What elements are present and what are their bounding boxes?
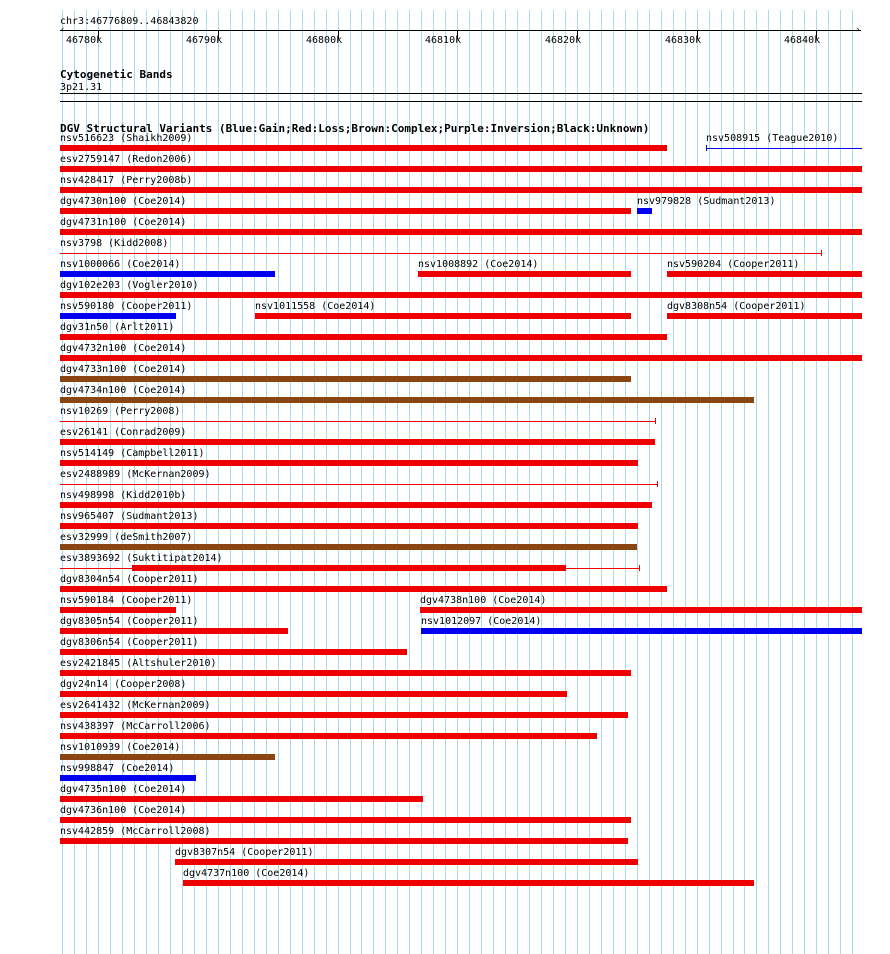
ruler-left-arrow-icon: ‹ [60,25,66,35]
feature-bar[interactable] [60,271,275,277]
feature-bar[interactable] [421,628,862,634]
feature-bar[interactable] [60,187,862,193]
feature-bar[interactable] [60,670,631,676]
feature-label[interactable]: nsv590204 (Cooper2011) [667,259,800,270]
ruler-axis [60,30,861,31]
feature-label[interactable]: esv2759147 (Redon2006) [60,154,193,165]
feature-label[interactable]: nsv1000066 (Coe2014) [60,259,181,270]
feature-label[interactable]: nsv508915 (Teague2010) [706,133,839,144]
feature-label[interactable]: nsv979828 (Sudmant2013) [637,196,776,207]
feature-bar[interactable] [60,166,862,172]
feature-bar[interactable] [60,754,275,760]
feature-label[interactable]: esv32999 (deSmith2007) [60,532,193,543]
cytoband-line-bottom [60,101,862,102]
feature-label[interactable]: nsv10269 (Perry2008) [60,406,181,417]
feature-bar[interactable] [175,859,638,865]
feature-label[interactable]: nsv516623 (Shaikh2009) [60,133,193,144]
feature-bar[interactable] [60,208,631,214]
feature-label[interactable]: dgv102e203 (Vogler2010) [60,280,199,291]
feature-bar[interactable] [60,817,631,823]
feature-label[interactable]: nsv3798 (Kidd2008) [60,238,169,249]
feature-line[interactable] [706,148,862,149]
feature-label[interactable]: dgv4732n100 (Coe2014) [60,343,187,354]
feature-bar[interactable] [60,229,862,235]
feature-label[interactable]: nsv1012097 (Coe2014) [421,616,542,627]
feature-label[interactable]: dgv4736n100 (Coe2014) [60,805,187,816]
feature-bar[interactable] [60,502,652,508]
feature-label[interactable]: nsv442859 (McCarroll2008) [60,826,211,837]
feature-label[interactable]: nsv438397 (McCarroll2006) [60,721,211,732]
feature-label[interactable]: dgv4738n100 (Coe2014) [420,595,547,606]
feature-label[interactable]: dgv4730n100 (Coe2014) [60,196,187,207]
feature-bar[interactable] [183,880,754,886]
feature-bar[interactable] [60,838,628,844]
feature-label[interactable]: dgv8308n54 (Cooper2011) [667,301,806,312]
feature-bar[interactable] [60,628,288,634]
feature-line[interactable] [60,484,658,485]
feature-label[interactable]: esv2641432 (McKernan2009) [60,700,211,711]
feature-label[interactable]: dgv24n14 (Cooper2008) [60,679,187,690]
feature-bar[interactable] [60,145,667,151]
feature-label[interactable]: nsv428417 (Perry2008b) [60,175,193,186]
ruler-tick-label: 46830k [665,35,702,46]
feature-bar[interactable] [60,649,407,655]
feature-label[interactable]: nsv590180 (Cooper2011) [60,301,193,312]
feature-label[interactable]: nsv1008892 (Coe2014) [418,259,539,270]
feature-line[interactable] [60,253,822,254]
feature-endcap [657,481,658,487]
feature-bar[interactable] [60,775,196,781]
feature-bar[interactable] [60,334,667,340]
feature-label[interactable]: nsv965407 (Sudmant2013) [60,511,199,522]
feature-label[interactable]: nsv1011558 (Coe2014) [255,301,376,312]
feature-bar[interactable] [60,523,638,529]
feature-bar[interactable] [132,565,566,571]
feature-bar[interactable] [60,607,176,613]
cytoband-track-title: Cytogenetic Bands [60,68,173,81]
feature-label[interactable]: nsv998847 (Coe2014) [60,763,175,774]
feature-bar[interactable] [60,397,754,403]
ruler-tick-label: 46820k [545,35,582,46]
feature-bar[interactable] [60,733,597,739]
feature-label[interactable]: dgv31n50 (Arlt2011) [60,322,175,333]
feature-label[interactable]: esv2488989 (McKernan2009) [60,469,211,480]
feature-endcap [655,418,656,424]
feature-label[interactable]: nsv514149 (Campbell2011) [60,448,205,459]
ruler-tick-label: 46840k [784,35,821,46]
feature-endcap [706,145,707,151]
feature-bar[interactable] [60,292,862,298]
cytoband-line-top [60,93,862,94]
ruler-tick-label: 46800k [306,35,343,46]
ruler-tick-label: 46790k [186,35,223,46]
feature-line[interactable] [60,421,656,422]
feature-label[interactable]: esv26141 (Conrad2009) [60,427,187,438]
feature-endcap [639,565,640,571]
feature-bar[interactable] [60,460,638,466]
feature-bar[interactable] [60,313,176,319]
feature-label[interactable]: dgv8307n54 (Cooper2011) [175,847,314,858]
feature-endcap [821,250,822,256]
dgv-track-title: DGV Structural Variants (Blue:Gain;Red:Loss;Brown:Complex;Purple:Inversion;Black:Unknown) [60,122,650,135]
location-label: chr3:46776809..46843820 [60,16,199,27]
feature-bar[interactable] [418,271,631,277]
feature-label[interactable]: dgv8306n54 (Cooper2011) [60,637,199,648]
feature-label[interactable]: dgv4731n100 (Coe2014) [60,217,187,228]
feature-label[interactable]: nsv498998 (Kidd2010b) [60,490,187,501]
feature-label[interactable]: dgv4733n100 (Coe2014) [60,364,187,375]
feature-label[interactable]: esv2421845 (Altshuler2010) [60,658,217,669]
cytoband-label[interactable]: 3p21.31 [60,82,103,93]
feature-bar[interactable] [420,607,862,613]
feature-label[interactable]: dgv8305n54 (Cooper2011) [60,616,199,627]
feature-label[interactable]: esv3893692 (Suktitipat2014) [60,553,223,564]
feature-label[interactable]: dgv4734n100 (Coe2014) [60,385,187,396]
feature-bar[interactable] [60,544,637,550]
ruler-tick-label: 46810k [425,35,462,46]
feature-bar[interactable] [637,208,652,214]
feature-label[interactable]: dgv4735n100 (Coe2014) [60,784,187,795]
feature-label[interactable]: nsv1010939 (Coe2014) [60,742,181,753]
feature-bar[interactable] [667,313,862,319]
ruler-tick-label: 46780k [66,35,103,46]
feature-label[interactable]: nsv590184 (Cooper2011) [60,595,193,606]
feature-label[interactable]: dgv8304n54 (Cooper2011) [60,574,199,585]
feature-bar[interactable] [255,313,631,319]
feature-bar[interactable] [60,796,423,802]
feature-bar[interactable] [60,376,631,382]
feature-label[interactable]: dgv4737n100 (Coe2014) [183,868,310,879]
feature-bar[interactable] [60,712,628,718]
ruler-right-arrow-icon: › [855,25,861,35]
feature-bar[interactable] [667,271,862,277]
feature-bar[interactable] [60,439,655,445]
feature-bar[interactable] [60,355,862,361]
feature-bar[interactable] [60,586,667,592]
feature-bar[interactable] [60,691,567,697]
